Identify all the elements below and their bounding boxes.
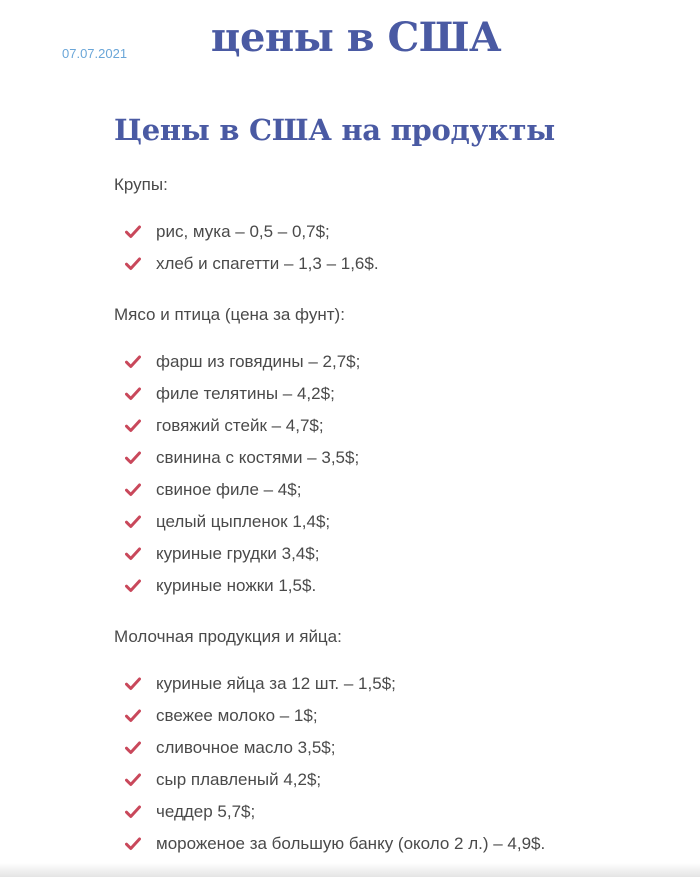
section-label-cereals: Крупы: (114, 175, 168, 194)
check-icon (125, 677, 141, 691)
list-item (114, 668, 674, 700)
article-heading: Цены в США на продукты (114, 113, 555, 147)
list-item-text: фарш из говядины – 2,7$; (156, 352, 361, 371)
check-icon (125, 741, 141, 755)
list-item (114, 248, 674, 280)
list-item (114, 410, 674, 442)
check-icon (125, 387, 141, 401)
check-icon (125, 257, 141, 271)
check-icon (125, 483, 141, 497)
list-item-text: куриные грудки 3,4$; (156, 544, 320, 563)
list-item (114, 216, 674, 248)
list-item (114, 346, 674, 378)
list-item (114, 828, 674, 860)
list-item-text: сливочное масло 3,5$; (156, 738, 336, 757)
scroll-shadow (0, 863, 700, 877)
section-label-dairy: Молочная продукция и яйца: (114, 627, 342, 646)
post-date: 07.07.2021 (62, 46, 128, 61)
article-content (114, 110, 674, 860)
list-meat (114, 346, 674, 602)
check-icon (125, 709, 141, 723)
list-item-text: мороженое за большую банку (около 2 л.) – 4,9$. (156, 834, 546, 853)
list-dairy (114, 668, 674, 860)
list-item-text: свинина с костями – 3,5$; (156, 448, 360, 467)
list-item-text: филе телятины – 4,2$; (156, 384, 335, 403)
list-item (114, 442, 674, 474)
check-icon (125, 837, 141, 851)
list-item-text: куриные ножки 1,5$. (156, 576, 317, 595)
list-item (114, 506, 674, 538)
list-item-text: свиное филе – 4$; (156, 480, 302, 499)
list-item (114, 700, 674, 732)
check-icon (125, 773, 141, 787)
list-item (114, 570, 674, 602)
list-item-text: целый цыпленок 1,4$; (156, 512, 331, 531)
check-icon (125, 579, 141, 593)
list-item-text: чеддер 5,7$; (156, 802, 256, 821)
list-item-text: говяжий стейк – 4,7$; (156, 416, 324, 435)
list-item-text: хлеб и спагетти – 1,3 – 1,6$. (156, 254, 379, 273)
list-item (114, 474, 674, 506)
site-title[interactable]: цены в США (210, 14, 502, 61)
list-cereals (114, 216, 674, 280)
check-icon (125, 547, 141, 561)
list-item-text: рис, мука – 0,5 – 0,7$; (156, 222, 330, 241)
list-item (114, 378, 674, 410)
check-icon (125, 225, 141, 239)
check-icon (125, 355, 141, 369)
list-item (114, 796, 674, 828)
check-icon (125, 805, 141, 819)
check-icon (125, 451, 141, 465)
check-icon (125, 419, 141, 433)
check-icon (125, 515, 141, 529)
list-item-text: сыр плавленый 4,2$; (156, 770, 322, 789)
section-label-meat: Мясо и птица (цена за фунт): (114, 305, 345, 324)
list-item (114, 538, 674, 570)
list-item (114, 764, 674, 796)
list-item (114, 732, 674, 764)
list-item-text: куриные яйца за 12 шт. – 1,5$; (156, 674, 396, 693)
list-item-text: свежее молоко – 1$; (156, 706, 318, 725)
